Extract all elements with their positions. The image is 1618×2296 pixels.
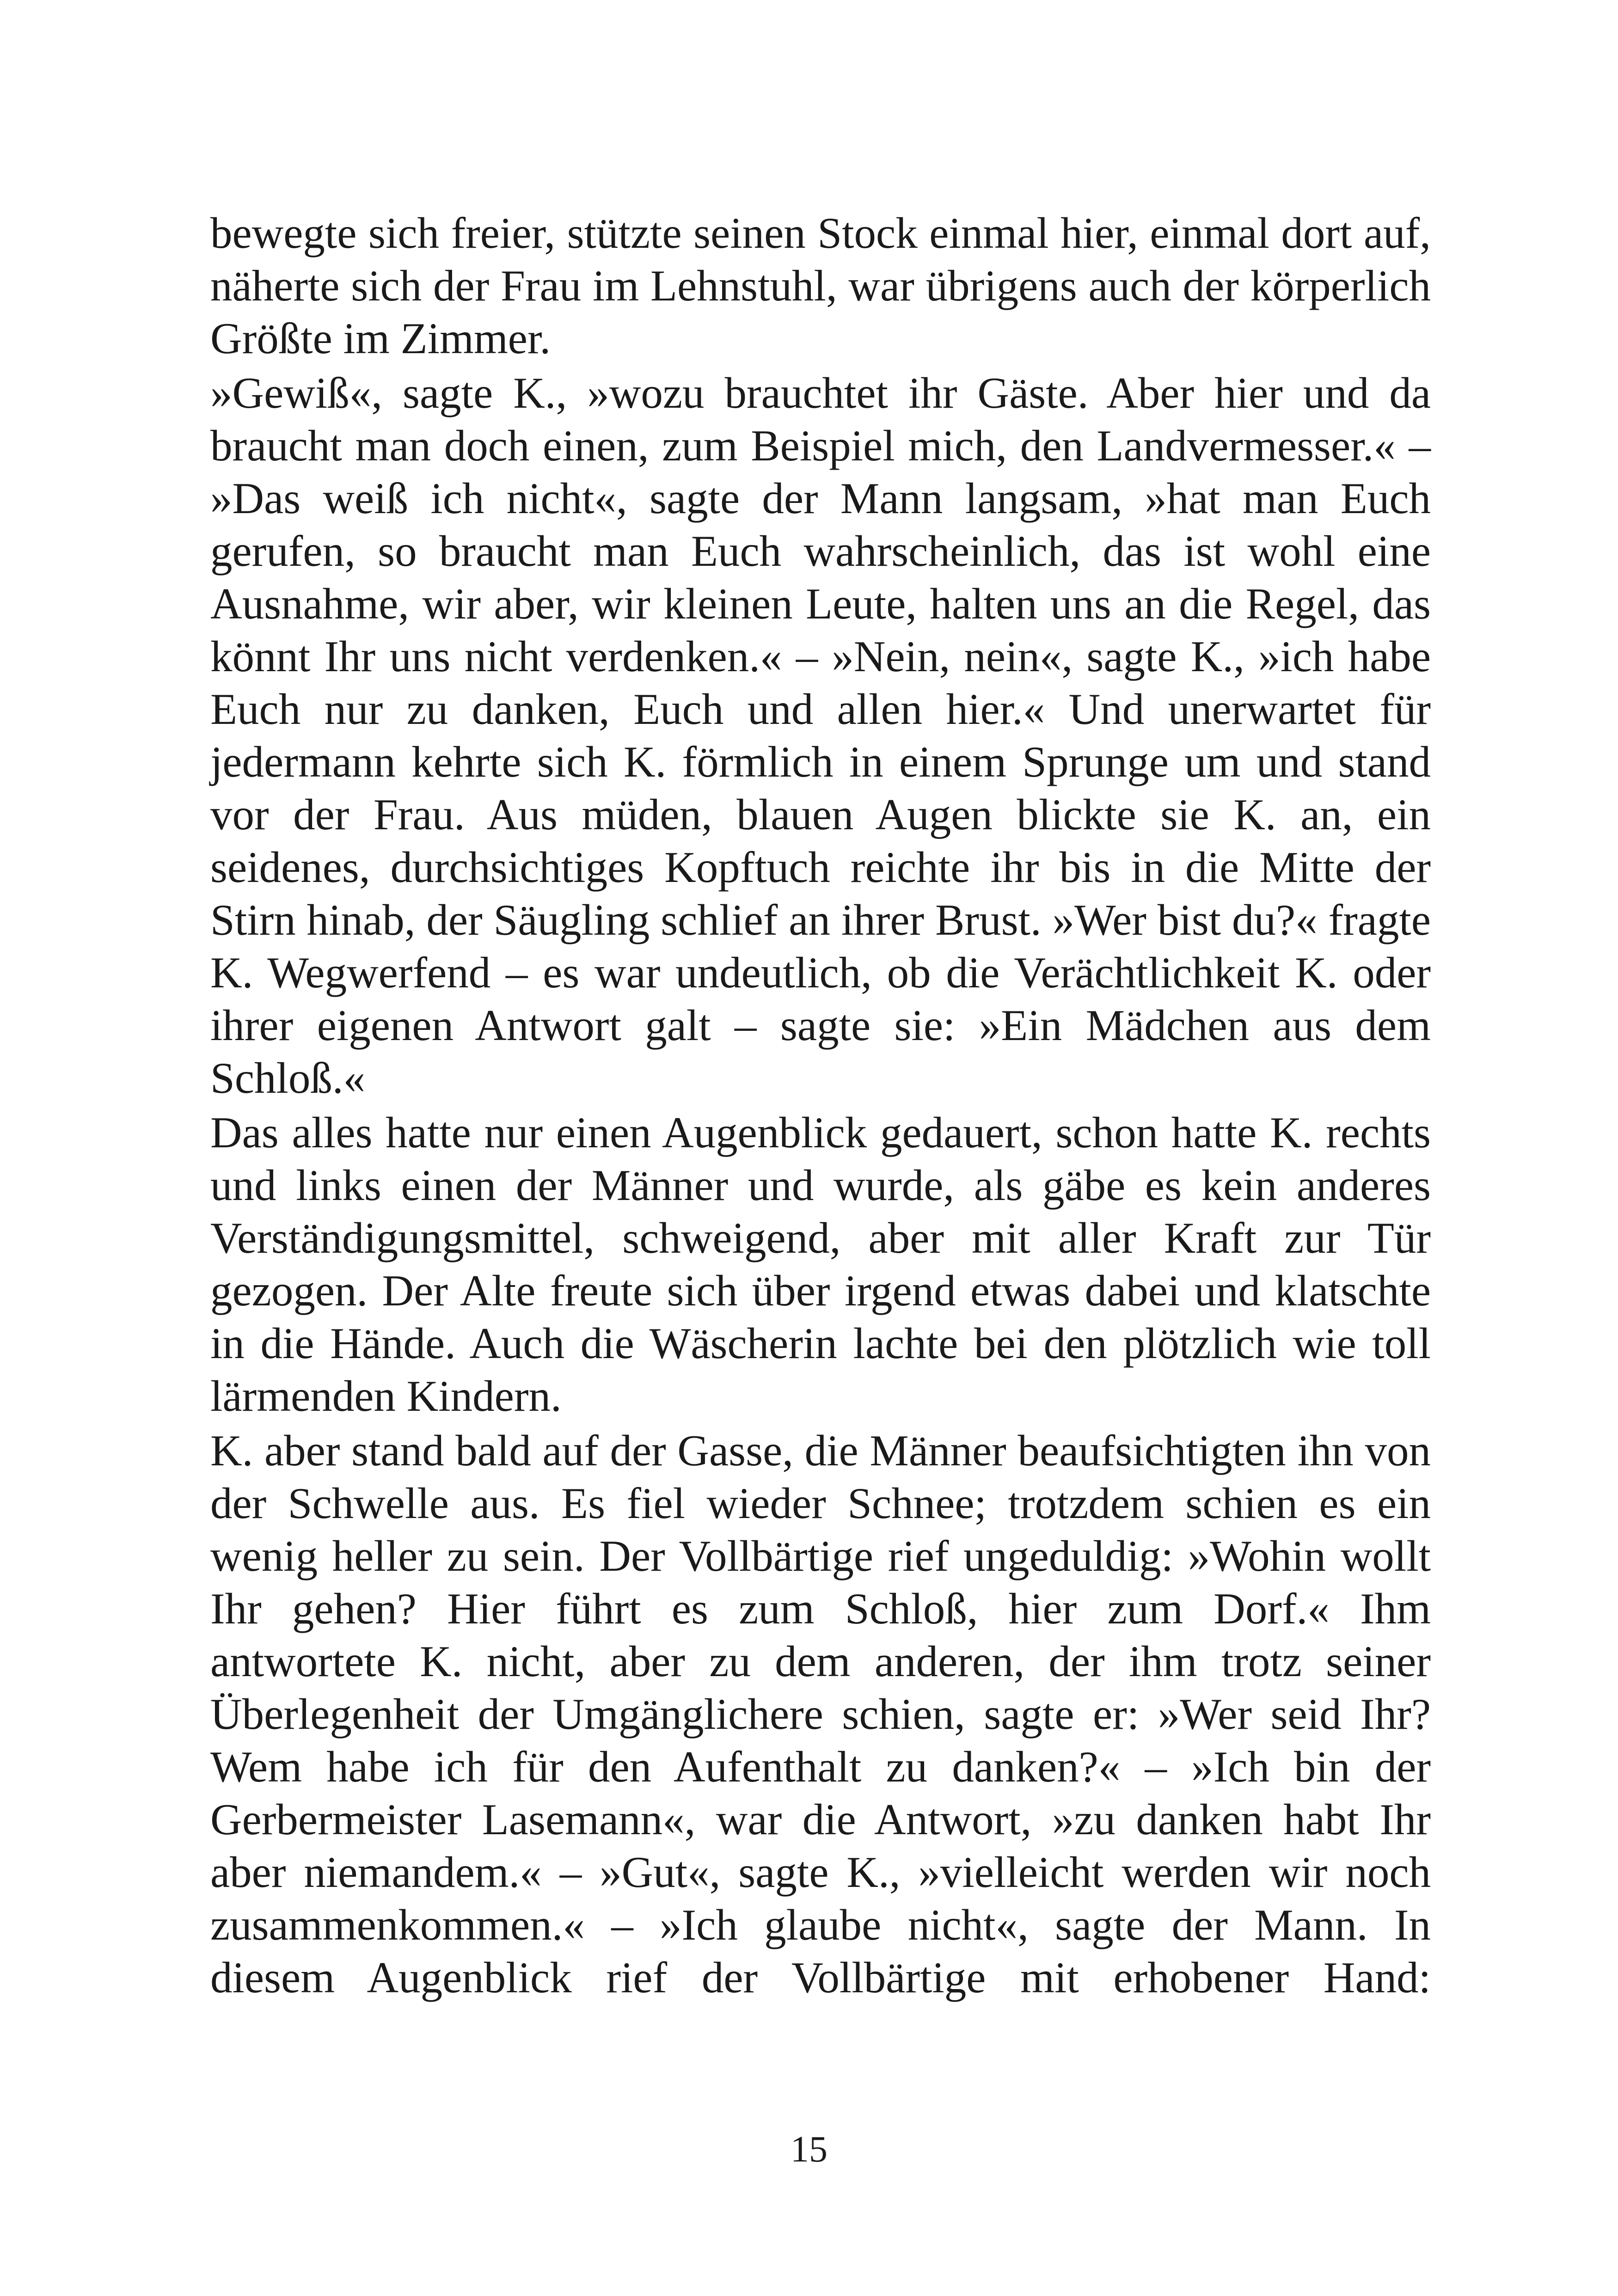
page-body-text (210, 207, 1431, 2006)
paragraph: »Gewiß«, sagte K., »wozu brauchtet ihr Gäste. Aber hier und da braucht man doch einen, zum Beispiel mich, den Landvermesser.« – »Das weiß ich nicht«, sagte der Mann langsam, »hat man Euch gerufen, so braucht man Euch wahrscheinlich, das ist wohl eine Ausnahme, wir aber, wir kleinen Leute, halten uns an die Regel, das könnt Ihr uns nicht verdenken.« – »Nein, nein«, sagte K., »ich habe Euch nur zu danken, Euch und allen hier.« Und unerwartet für jedermann kehrte sich K. förmlich in einem Sprunge um und stand vor der Frau. Aus müden, blauen Augen blickte sie K. an, ein seidenes, durchsichtiges Kopftuch reichte ihr bis in die Mitte der Stirn hinab, der Säugling schlief an ihrer Brust. »Wer bist du?« fragte K. Wegwerfend – es war undeutlich, ob die Verächtlichkeit K. oder ihrer eigenen Antwort galt – sagte sie: »Ein Mädchen aus dem Schloß.« (210, 368, 1431, 1102)
paragraph: Das alles hatte nur einen Augenblick gedauert, schon hatte K. rechts und links einen der Männer und wurde, als gäbe es kein anderes Verständigungsmittel, schweigend, aber mit aller Kraft zur Tür gezogen. Der Alte freute sich über irgend etwas dabei und klatschte in die Hände. Auch die Wäscherin lachte bei den plötzlich wie toll lärmenden Kindern. (210, 1108, 1431, 1420)
paragraph: bewegte sich freier, stützte seinen Stock einmal hier, einmal dort auf, näherte sich der Frau im Lehnstuhl, war übrigens auch der körperlich Größte im Zimmer. (210, 208, 1431, 363)
page-number: 15 (791, 2129, 827, 2170)
paragraph: K. aber stand bald auf der Gasse, die Männer beaufsichtigten ihn von der Schwelle aus. Es fiel wieder Schnee; trotzdem schien es ein wenig heller zu sein. Der Vollbärtige rief ungeduldig: »Wohin wollt Ihr gehen? Hier führt es zum Schloß, hier zum Dorf.« Ihm antwortete K. nicht, aber zu dem anderen, der ihm trotz seiner Überlegenheit der Umgänglichere schien, sagte er: »Wer seid Ihr? Wem habe ich für den Aufenthalt zu danken?« – »Ich bin der Gerbermeister Lasemann«, war die Antwort, »zu danken habt Ihr aber niemandem.« – »Gut«, sagte K., »vielleicht werden wir noch zusammenkommen.« – »Ich glaube nicht«, sagte der Mann. In diesem Augenblick rief der Vollbärtige mit erhobener Hand: (210, 1426, 1431, 2002)
